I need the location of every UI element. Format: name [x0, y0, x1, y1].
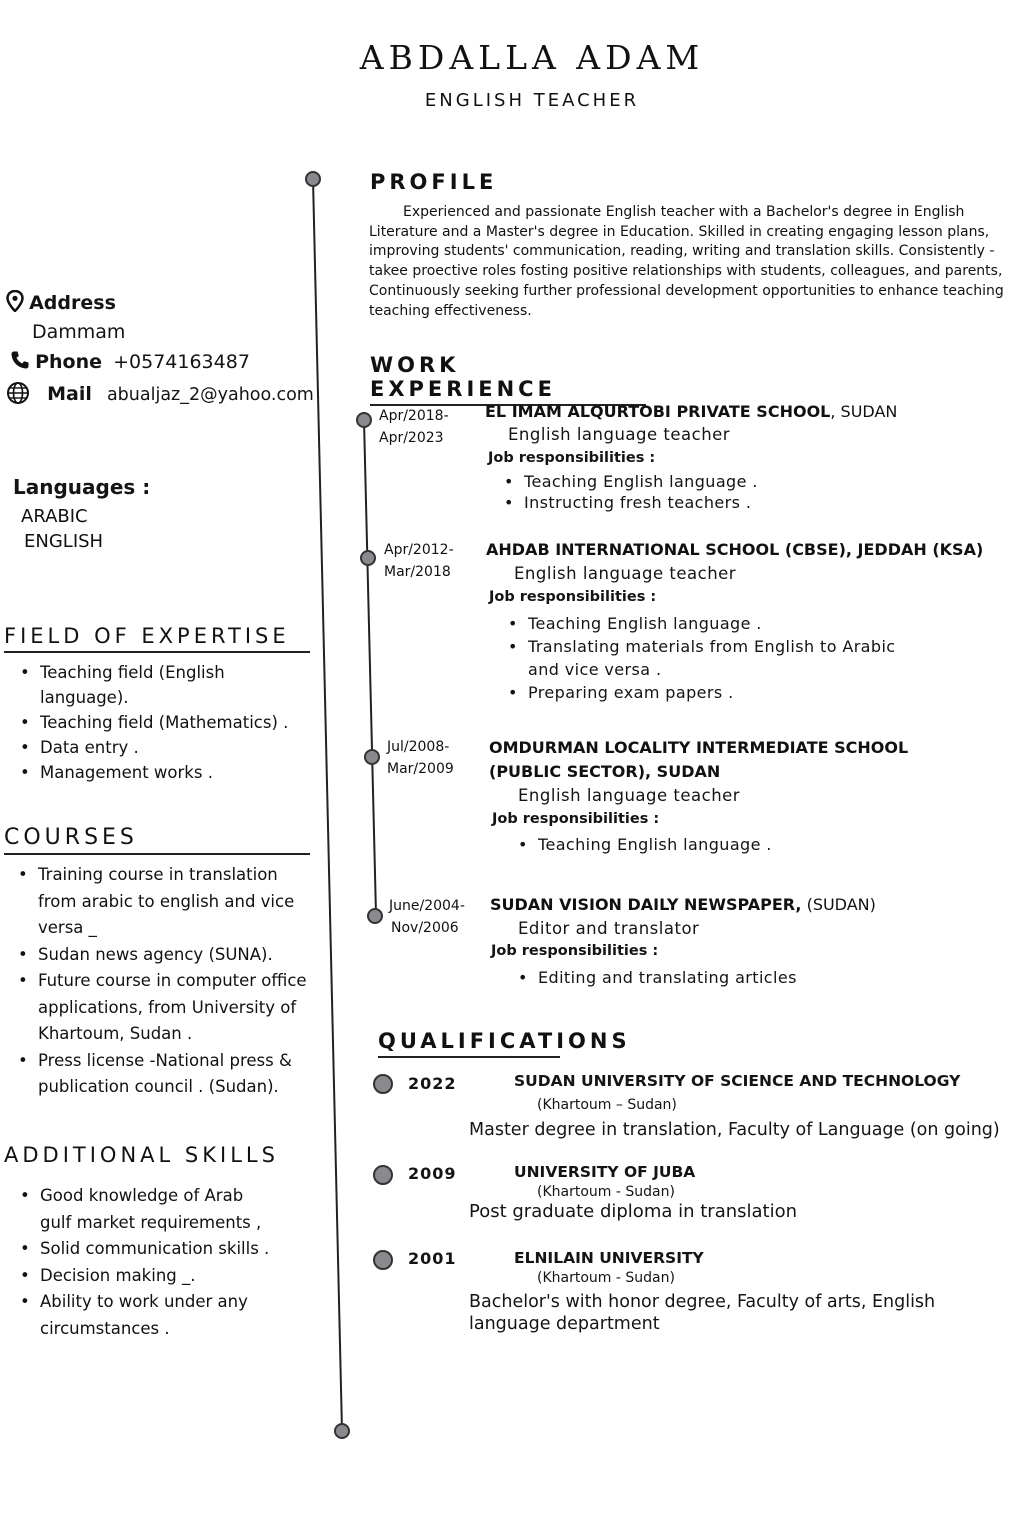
job-date: [384, 539, 454, 583]
list-item: • Ability to work under any circumstances .: [8, 1289, 276, 1342]
qualification-degree: Bachelor's with honor degree, Faculty of arts, English language department: [469, 1292, 936, 1334]
skills-heading: ADDITIONAL SKILLS: [4, 1143, 279, 1167]
list-item: • Good knowledge of Arab gulf market requirements ,: [8, 1183, 276, 1236]
work-timeline-line: [364, 420, 376, 915]
job-org-suffix: , SUDAN: [830, 402, 898, 421]
job-resp-label: Job responsibilities :: [488, 450, 656, 466]
qualification-university: UNIVERSITY OF JUBA: [514, 1163, 696, 1181]
list-item: • Data entry .: [8, 735, 308, 760]
job-date-end: Nov/2006: [391, 920, 459, 936]
address-value: Dammam: [32, 321, 126, 343]
list-item: • Management works .: [8, 760, 308, 785]
candidate-title: ENGLISH TEACHER: [424, 90, 640, 111]
globe-icon: [6, 381, 30, 405]
list-item: • Sudan news agency (SUNA).: [6, 942, 316, 969]
location-pin-icon: [6, 290, 24, 312]
candidate-name: ABDALLA ADAM: [359, 38, 705, 77]
skills-list: [8, 1183, 276, 1342]
profile-text: Experienced and passionate English teacher with a Bachelor's degree in English Literature and a Master's degree in Education. Skilled in creating engaging lesson plans, improving students' communication, reading, writing and translation skills. Consistently - takee proective roles fosting positive relationships with students, colleagues, and parents, Continuously seeking further professional development opportunities to enhance teaching teaching effectiveness.: [369, 204, 1004, 319]
job-duties: [496, 612, 916, 704]
job-organization: [490, 895, 876, 914]
list-item: • Future course in computer office applications, from University of Khartoum, Sudan .: [6, 968, 316, 1048]
job-date-end: Apr/2023: [379, 430, 444, 446]
job-date-start: Apr/2018-: [379, 408, 449, 424]
main-timeline-line: [313, 179, 342, 1431]
job-role: English language teacher: [518, 786, 741, 805]
job-organization: [486, 540, 983, 559]
job-date-start: June/2004-: [389, 898, 465, 914]
list-item: • Solid communication skills .: [8, 1236, 276, 1263]
list-item: • Instructing fresh teachers .: [492, 492, 758, 513]
job-date: [389, 895, 465, 939]
list-item: • Training course in translation from arabic to english and vice versa _: [6, 862, 316, 942]
job-duties: [492, 471, 758, 513]
list-item: • Preparing exam papers .: [496, 681, 916, 704]
work-dot-3: [364, 749, 380, 765]
expertise-heading: FIELD OF EXPERTISE: [4, 624, 310, 653]
phone-value: +0574163487: [113, 351, 250, 373]
list-item: • Teaching field (Mathematics) .: [8, 710, 308, 735]
expertise-list: [8, 660, 308, 785]
job-date-end: Mar/2018: [384, 564, 451, 580]
list-item: • Translating materials from English to Arabic and vice versa .: [496, 635, 916, 681]
qualification-dot-1: [373, 1074, 393, 1094]
job-date: [387, 736, 454, 780]
job-org-name: OMDURMAN LOCALITY INTERMEDIATE SCHOOL (PUBLIC SECTOR), SUDAN: [489, 738, 909, 781]
list-item: • Teaching field (English language).: [8, 660, 308, 710]
qualification-dot-3: [373, 1250, 393, 1270]
job-resp-label: Job responsibilities :: [492, 811, 660, 827]
job-role: English language teacher: [514, 564, 737, 583]
qualifications-heading: QUALIFICATIONS: [378, 1029, 560, 1058]
job-role: English language teacher: [508, 425, 731, 444]
phone-icon: [10, 350, 30, 370]
list-item: • Teaching English language .: [492, 471, 758, 492]
mail-value[interactable]: abualjaz_2@yahoo.com: [106, 385, 314, 405]
mail-row: [6, 381, 314, 405]
timeline-dot-bottom: [334, 1423, 350, 1439]
qualification-location: (Khartoum – Sudan): [537, 1097, 677, 1113]
list-item: • Decision making _.: [8, 1263, 276, 1290]
job-org-suffix: (SUDAN): [801, 895, 876, 914]
address-row: [6, 290, 116, 314]
list-item: • Editing and translating articles: [506, 967, 797, 988]
job-org-name: AHDAB INTERNATIONAL SCHOOL (CBSE), JEDDAH: [486, 540, 927, 559]
job-duties: [506, 834, 772, 855]
language-item: ARABIC: [21, 506, 88, 527]
job-org-name: EL IMAM ALQURTOBI PRIVATE SCHOOL: [485, 402, 831, 421]
job-resp-label: Job responsibilities :: [491, 943, 659, 959]
job-date-start: Jul/2008-: [387, 739, 450, 755]
job-duties: [506, 967, 797, 988]
job-organization: [485, 402, 897, 421]
courses-heading: COURSES: [4, 825, 310, 855]
language-item: ENGLISH: [24, 531, 104, 552]
job-org-suffix: (KSA): [926, 540, 984, 559]
phone-label: Phone: [35, 351, 103, 373]
job-org-name: SUDAN VISION DAILY NEWSPAPER,: [490, 895, 802, 914]
qualification-university: ELNILAIN UNIVERSITY: [514, 1249, 704, 1267]
qualification-location: (Khartoum - Sudan): [537, 1184, 675, 1200]
mail-label: Mail: [47, 383, 92, 405]
job-date-start: Apr/2012-: [384, 542, 454, 558]
timeline-dot-top: [305, 171, 321, 187]
work-dot-2: [360, 550, 376, 566]
qualification-location: (Khartoum - Sudan): [537, 1270, 675, 1286]
languages-heading: Languages :: [13, 475, 151, 499]
courses-list: [6, 862, 316, 1101]
list-item: • Teaching English language .: [506, 834, 772, 855]
job-role: Editor and translator: [518, 919, 700, 938]
qualification-university: SUDAN UNIVERSITY OF SCIENCE AND TECHNOLOGY: [514, 1072, 961, 1090]
job-date-end: Mar/2009: [387, 761, 454, 777]
qualification-year: 2009: [408, 1164, 457, 1183]
phone-row: [10, 350, 250, 373]
job-organization: [489, 736, 939, 784]
qualification-year: 2001: [408, 1249, 457, 1268]
job-date: [379, 405, 449, 449]
work-dot-1: [356, 412, 372, 428]
list-item: • Press license -National press & publication council . (Sudan).: [6, 1048, 316, 1101]
list-item: • Teaching English language .: [496, 612, 916, 635]
qualification-degree: Master degree in translation, Faculty of Language (on going): [469, 1120, 1000, 1140]
qualification-year: 2022: [408, 1074, 457, 1093]
work-heading: WORK EXPERIENCE: [370, 353, 646, 406]
qualification-degree: Post graduate diploma in translation: [469, 1201, 798, 1222]
qualification-dot-2: [373, 1165, 393, 1185]
job-resp-label: Job responsibilities :: [489, 589, 657, 605]
work-dot-4: [367, 908, 383, 924]
profile-heading: PROFILE: [370, 170, 498, 194]
address-label: Address: [29, 292, 116, 314]
